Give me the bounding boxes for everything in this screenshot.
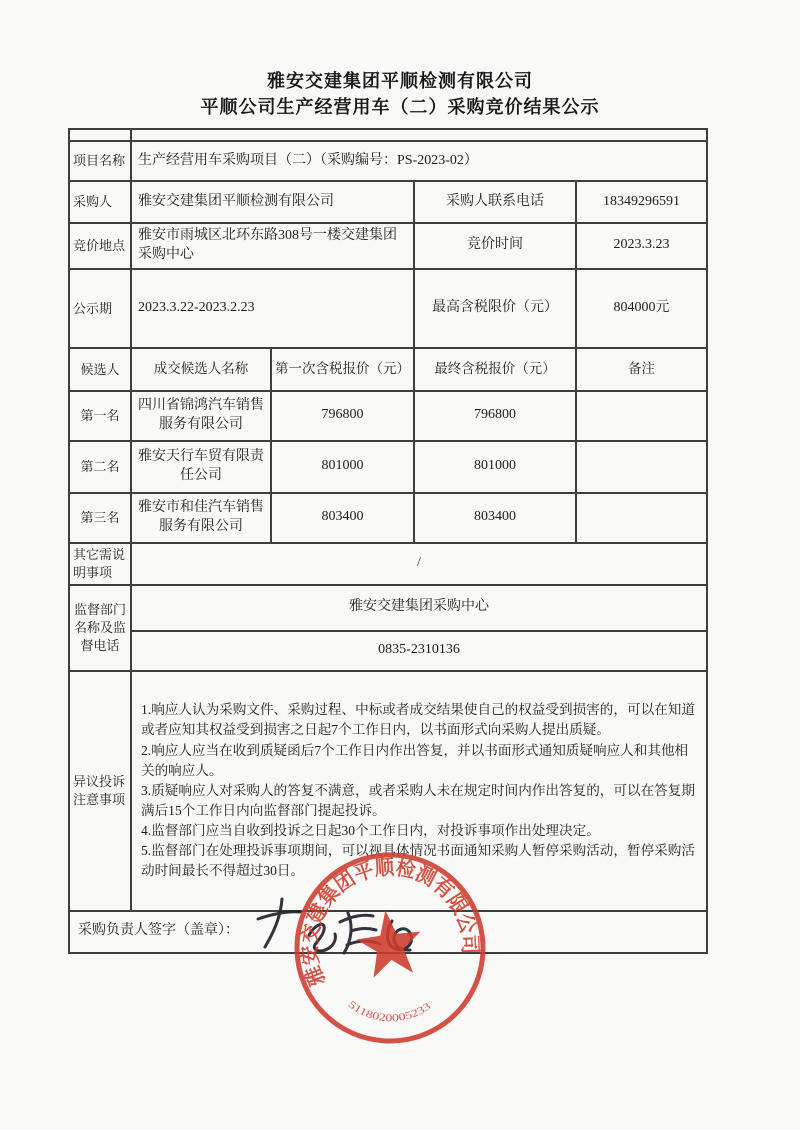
venue-label: 竞价地点	[69, 223, 131, 269]
venue-row	[69, 223, 707, 269]
seal-serial-number: 5118020005233	[345, 999, 432, 1025]
candidates-header-row	[69, 348, 707, 391]
buyer-phone-label: 采购人联系电话	[414, 181, 576, 223]
candidate-rank: 第三名	[69, 493, 131, 543]
publicity-row	[69, 269, 707, 348]
candidate-rank: 第一名	[69, 391, 131, 441]
candidate-remark	[576, 493, 707, 543]
svg-text:5118020005233	[345, 990, 434, 1030]
signature-row	[69, 911, 707, 953]
candidate-final-price: 803400	[414, 493, 576, 543]
announcement-title-line: 平顺公司生产经营用车（二）采购竞价结果公示	[200, 97, 600, 117]
col-final-price-header: 最终含税报价（元）	[414, 348, 576, 391]
supervisor-name-row	[69, 585, 707, 631]
project-value: 生产经营用车采购项目（二）（采购编号：PS-2023-02）	[131, 141, 707, 181]
candidate-row-1	[69, 391, 707, 441]
candidate-name: 雅安市和佳汽车销售服务有限公司	[131, 493, 271, 543]
company-title-line: 雅安交建集团平顺检测有限公司	[267, 71, 533, 91]
bid-time-value: 2023.3.23	[576, 223, 707, 269]
complaint-item-3: 3.质疑响应人对采购人的答复不满意，或者采购人未在规定时间内作出答复的，可以在答复期满后15个工作日内向监督部门提起投诉。	[141, 782, 695, 818]
publicity-label: 公示期	[69, 269, 131, 348]
complaint-item-1: 1.响应人认为采购文件、采购过程、中标或者成交结果使自己的权益受到损害的，可以在知道或者应知其权益受到损害之日起7个工作日内，以书面形式向采购人提出质疑。	[141, 702, 695, 738]
buyer-value: 雅安交建集团平顺检测有限公司	[131, 181, 414, 223]
spacer-cell	[69, 129, 131, 141]
candidate-row-2	[69, 441, 707, 493]
candidate-name: 四川省锦鸿汽车销售服务有限公司	[131, 391, 271, 441]
supervisor-phone-row	[69, 631, 707, 671]
bid-time-label: 竞价时间	[414, 223, 576, 269]
other-notes-row	[69, 543, 707, 585]
complaint-item-2: 2.响应人应当在收到质疑函后7个工作日内作出答复，并以书面形式通知质疑响应人和其他相关的响应人。	[141, 742, 689, 778]
project-label: 项目名称	[69, 141, 131, 181]
col-first-price-header: 第一次含税报价（元）	[271, 348, 414, 391]
complaint-label: 异议投诉注意事项	[69, 671, 131, 911]
project-row	[69, 141, 707, 181]
candidate-rank: 第二名	[69, 441, 131, 493]
signature-label: 采购负责人签字（盖章）：	[69, 911, 707, 953]
supervisor-phone: 0835-2310136	[131, 631, 707, 671]
buyer-label: 采购人	[69, 181, 131, 223]
venue-value: 雅安市雨城区北环东路308号一楼交建集团采购中心	[131, 223, 414, 269]
col-remark-header: 备注	[576, 348, 707, 391]
col-name-header: 成交候选人名称	[131, 348, 271, 391]
candidate-first-price: 803400	[271, 493, 414, 543]
candidate-name: 雅安天行车贸有限责任公司	[131, 441, 271, 493]
candidate-row-3	[69, 493, 707, 543]
candidate-remark	[576, 391, 707, 441]
price-limit-value: 804000元	[576, 269, 707, 348]
result-table	[68, 128, 708, 954]
other-notes-label: 其它需说明事项	[69, 543, 131, 585]
seal-company-text: 雅安交建集团平顺检测有限公司	[297, 854, 483, 990]
complaint-item-5: 5.监督部门在处理投诉事项期间，可以视具体情况书面通知采购人暂停采购活动，暂停采购活动时间最长不得超过30日。	[141, 843, 695, 879]
complaint-item-4: 4.监督部门应当自收到投诉之日起30个工作日内，对投诉事项作出处理决定。	[141, 822, 600, 838]
candidate-final-price: 801000	[414, 441, 576, 493]
col-rank-header: 候选人	[69, 348, 131, 391]
candidate-first-price: 796800	[271, 391, 414, 441]
complaint-row	[69, 671, 707, 911]
buyer-row	[69, 181, 707, 223]
spacer-row	[69, 129, 707, 141]
buyer-phone-value: 18349296591	[576, 181, 707, 223]
spacer-cell	[131, 129, 707, 141]
supervisor-label: 监督部门名称及监督电话	[69, 585, 131, 671]
candidate-first-price: 801000	[271, 441, 414, 493]
supervisor-name: 雅安交建集团采购中心	[131, 585, 707, 631]
document-title	[0, 68, 800, 120]
price-limit-label: 最高含税限价（元）	[414, 269, 576, 348]
candidate-final-price: 796800	[414, 391, 576, 441]
other-notes-value: /	[131, 543, 707, 585]
complaint-notice-cell	[131, 671, 707, 911]
candidate-remark	[576, 441, 707, 493]
publicity-value: 2023.3.22-2023.2.23	[131, 269, 414, 348]
